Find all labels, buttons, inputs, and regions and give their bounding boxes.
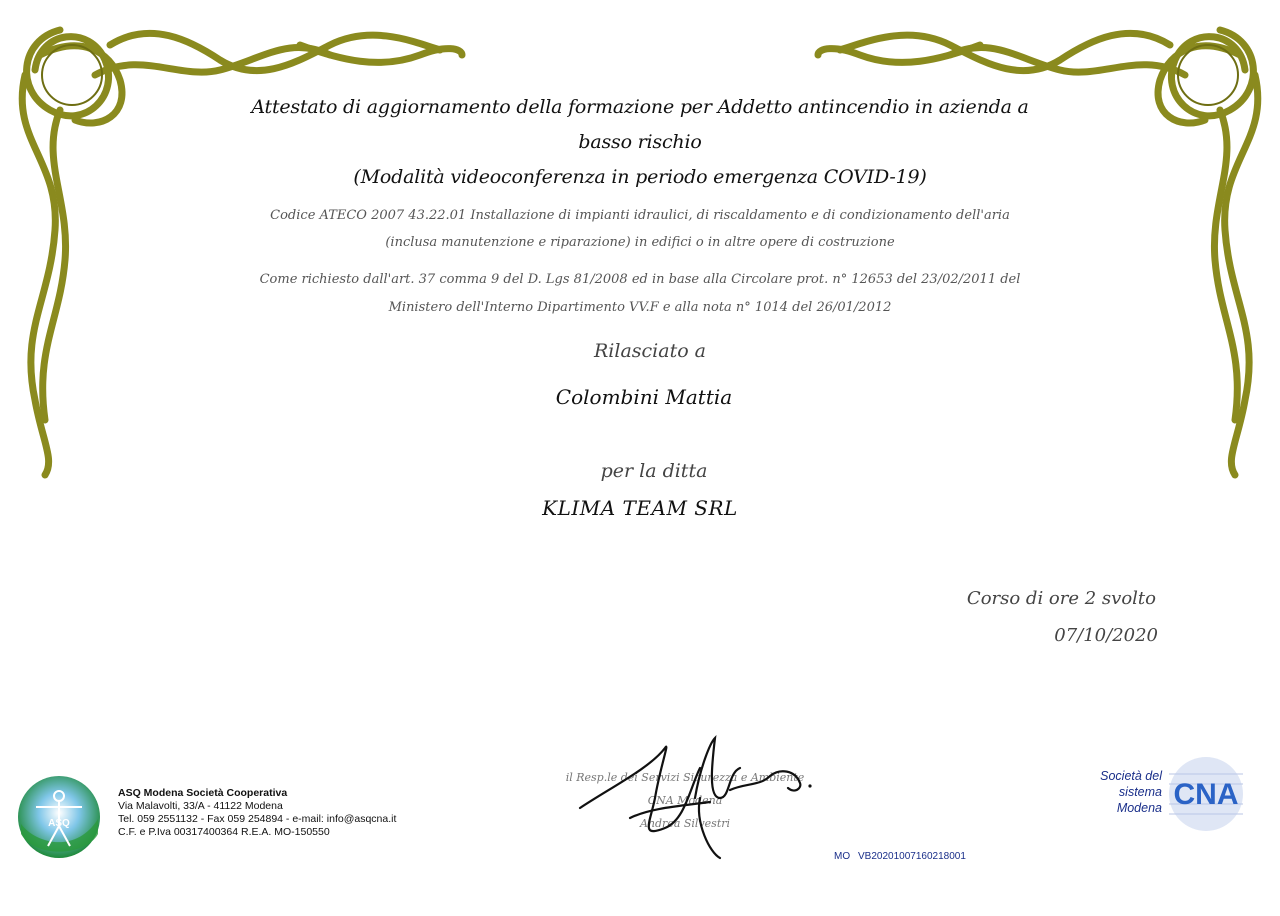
- certificate-title-line1: Attestato di aggiornamento della formazione per Addetto antincendio in azienda a: [251, 96, 1029, 118]
- issuer-fiscal: C.F. e P.Iva 00317400364 R.E.A. MO-150550: [118, 826, 330, 838]
- document-code: VB20201007160218001: [858, 851, 966, 862]
- course-hours: Corso di ore 2 svolto: [966, 588, 1156, 609]
- issuer-address: Via Malavolti, 33/A - 41122 Modena: [118, 800, 283, 812]
- legal-line2: Ministero dell'Interno Dipartimento VV.F e alla nota n° 1014 del 26/01/2012: [388, 300, 892, 315]
- cna-logo-text: CNA: [1173, 778, 1239, 811]
- issuer-name: ASQ Modena Società Cooperativa: [118, 787, 288, 799]
- cna-line3: Modena: [1116, 801, 1162, 815]
- issuer-contacts: Tel. 059 2551132 - Fax 059 254894 - e-mail: info@asqcna.it: [118, 813, 397, 825]
- recipient-name: Colombini Mattia: [555, 385, 733, 409]
- issuer-block: [118, 787, 396, 839]
- company-label: per la ditta: [600, 460, 708, 482]
- certificate-title-line3: (Modalità videoconferenza in periodo emergenza COVID-19): [353, 166, 927, 188]
- signature-role-line1: il Resp.le dei Servizi Sicurezza e Ambiente: [565, 771, 805, 784]
- signature-graphic: [570, 728, 820, 863]
- signature-role-line2: CNA Modena: [647, 794, 723, 807]
- asq-logo-text: ASQ: [48, 818, 70, 829]
- cna-line2: sistema: [1118, 785, 1162, 799]
- ateco-line1: Codice ATECO 2007 43.22.01 Installazione di impianti idraulici, di riscaldamento e di condizionamento dell'aria: [270, 208, 1010, 223]
- recipient-label: Rilasciato a: [593, 340, 707, 362]
- signature-signer: Andrea Silvestri: [639, 817, 731, 830]
- course-date: 07/10/2020: [1054, 625, 1158, 646]
- legal-line1: Come richiesto dall'art. 37 comma 9 del D. Lgs 81/2008 ed in base alla Circolare prot. n° 12653 del 23/02/2011 del: [259, 272, 1021, 287]
- asq-logo: [16, 774, 102, 860]
- company-name: KLIMA TEAM SRL: [542, 496, 738, 520]
- ateco-line2: (inclusa manutenzione e riparazione) in edifici o in altre opere di costruzione: [385, 235, 895, 250]
- cna-caption: [1080, 768, 1162, 816]
- cna-line1: Società del: [1100, 769, 1162, 783]
- document-code-prefix: MO: [834, 851, 851, 862]
- cna-logo: [1166, 754, 1246, 834]
- certificate-title-line2: basso rischio: [578, 131, 702, 153]
